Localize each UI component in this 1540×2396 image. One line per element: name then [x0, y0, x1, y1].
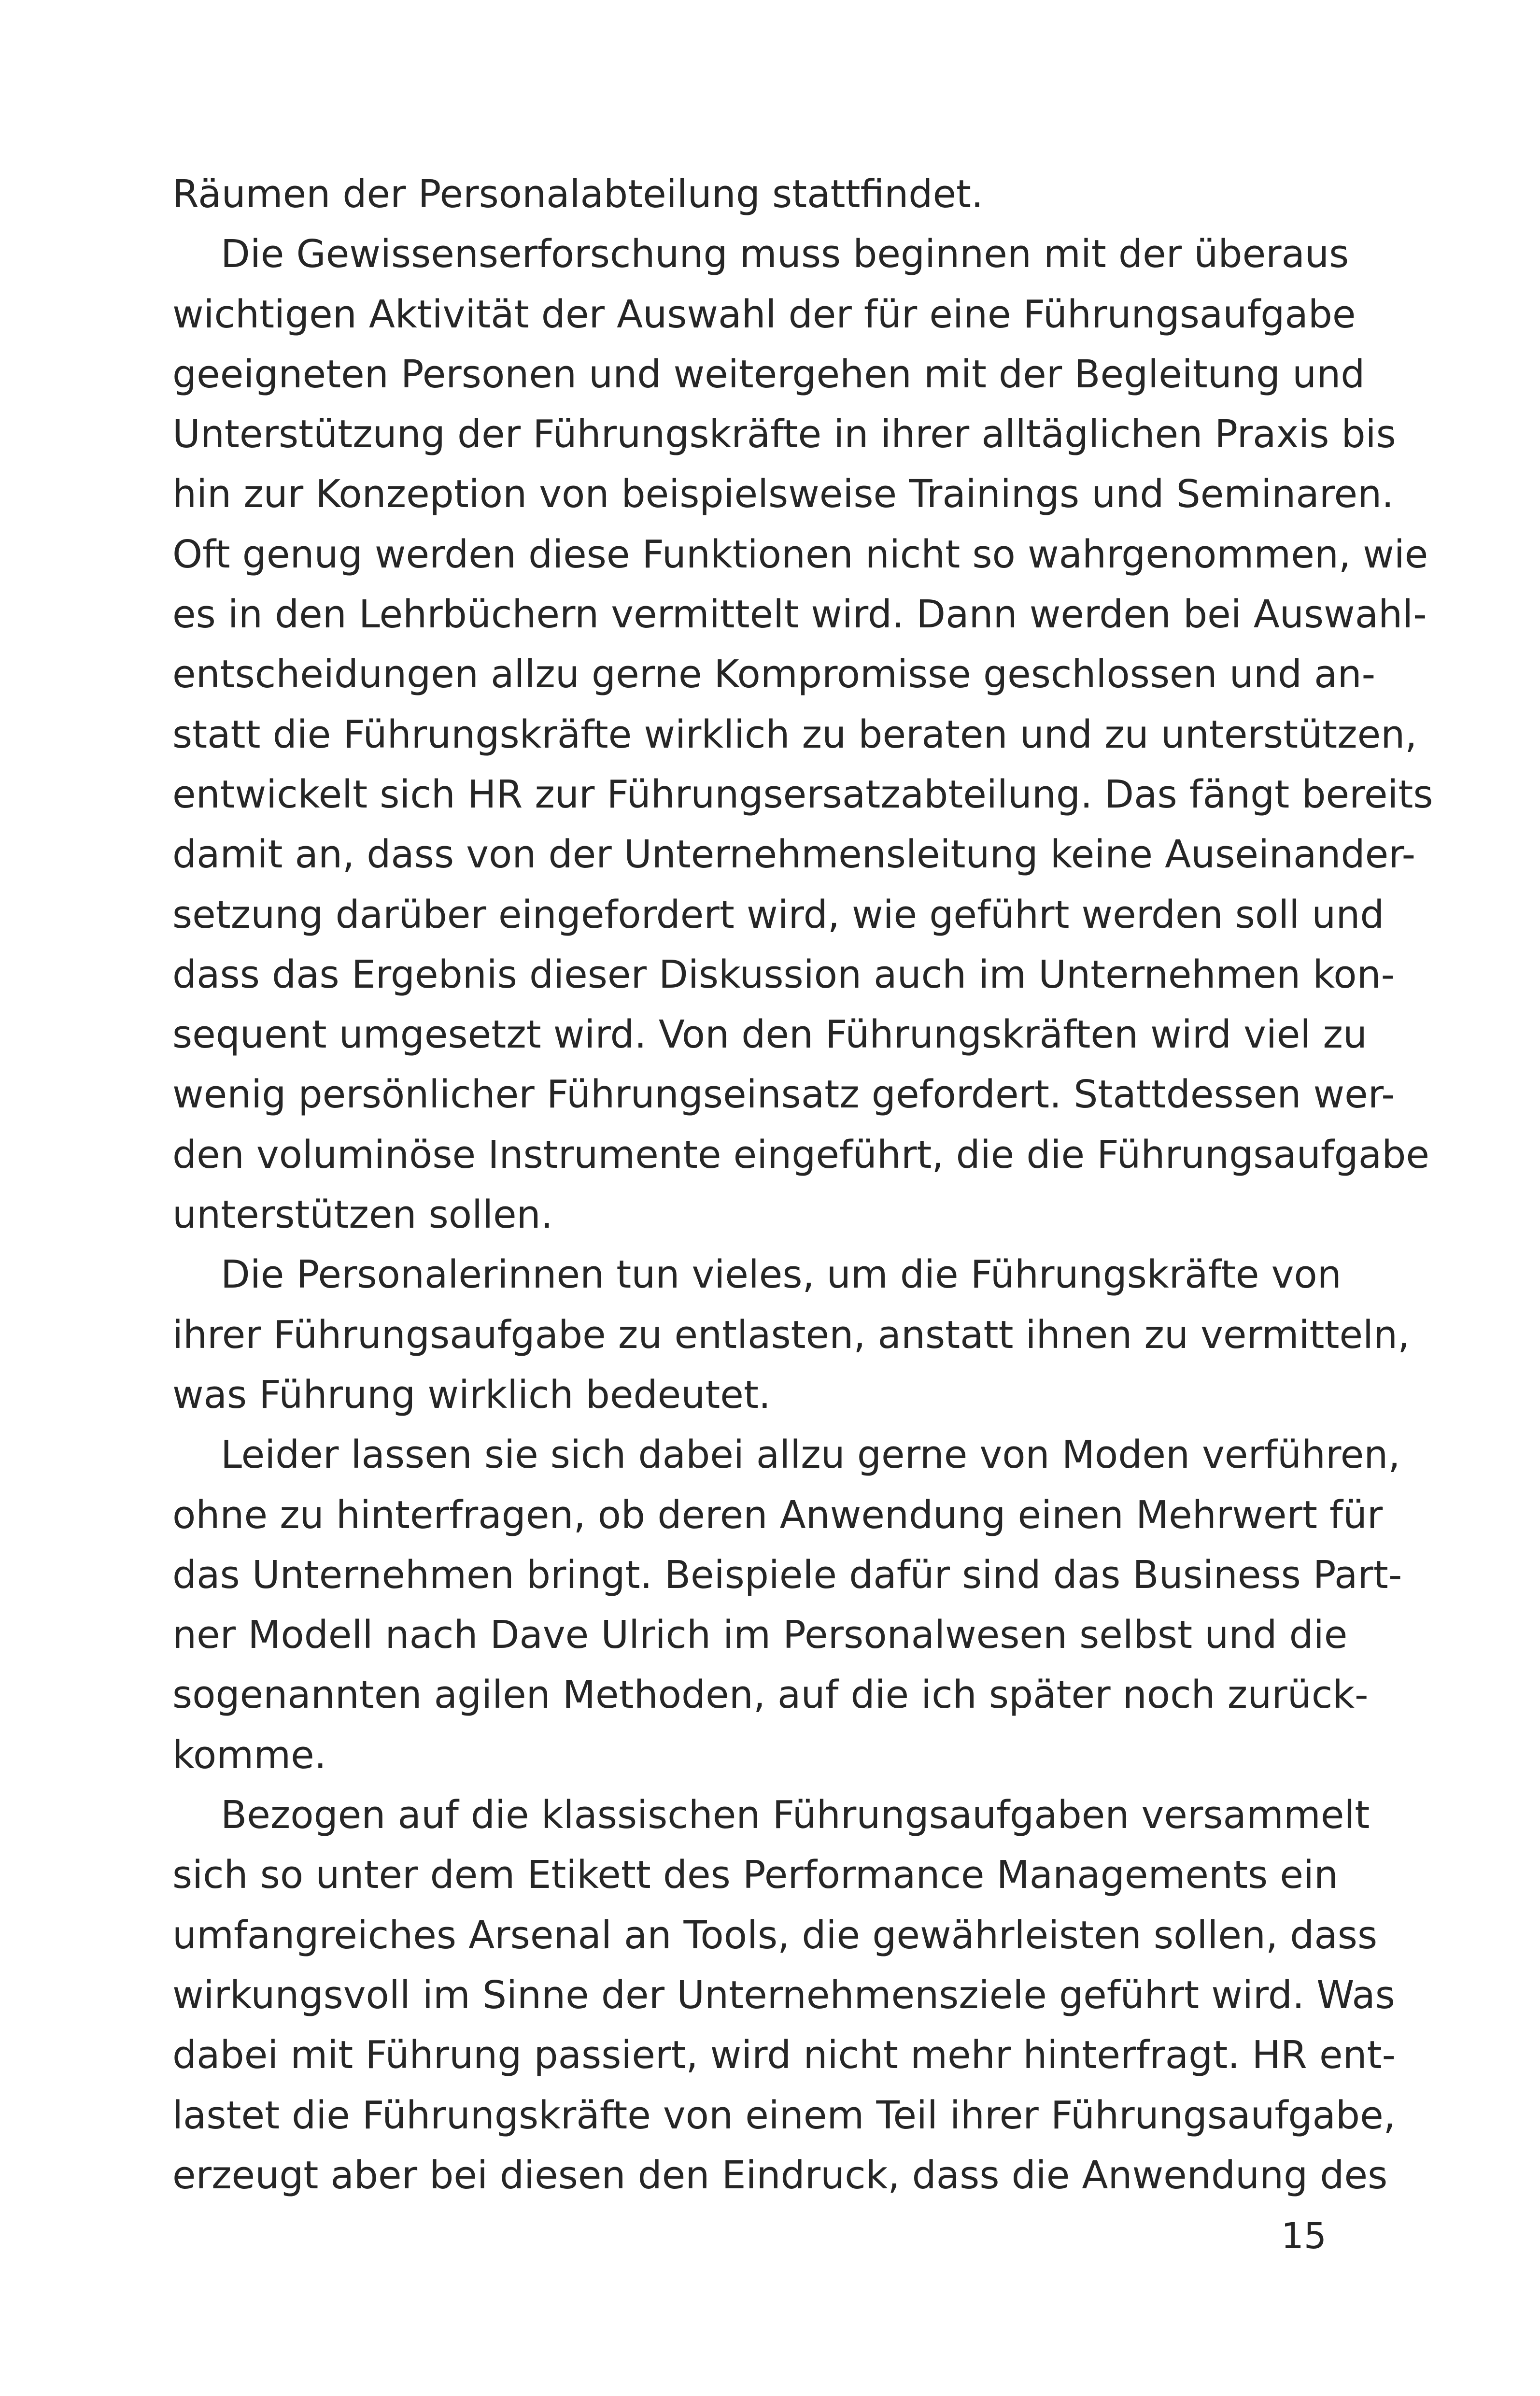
text-line: lastet die Führungskräfte von einem Teil ihrer Führungsaufgabe,: [172, 2093, 1396, 2138]
text-line: damit an, dass von der Unternehmensleitung keine Auseinander-: [172, 832, 1416, 877]
paragraph: [172, 1245, 1410, 1425]
text-line: komme.: [172, 1732, 326, 1777]
text-line: Bezogen auf die klassischen Führungsaufgaben versammelt: [221, 1793, 1370, 1838]
text-line: erzeugt aber bei diesen den Eindruck, dass die Anwendung des: [172, 2153, 1388, 2198]
paragraph: [172, 224, 1433, 1245]
text-line: was Führung wirklich bedeutet.: [172, 1372, 771, 1417]
paragraph: [172, 164, 1327, 224]
text-line: Unterstützung der Führungskräfte in ihrer alltäglichen Praxis bis: [172, 412, 1396, 457]
text-line: es in den Lehrbüchern vermittelt wird. Dann werden bei Auswahl-: [172, 592, 1427, 637]
text-line: Die Personalerinnen tun vieles, um die Führungskräfte von: [221, 1252, 1342, 1297]
text-line: dabei mit Führung passiert, wird nicht mehr hinterfragt. HR ent-: [172, 2033, 1396, 2078]
text-line: Die Gewissenserforschung muss beginnen mit der überaus: [221, 232, 1349, 277]
text-line: sogenannten agilen Methoden, auf die ich später noch zurück-: [172, 1673, 1369, 1717]
text-line: wenig persönlicher Führungseinsatz gefordert. Stattdessen wer-: [172, 1072, 1395, 1117]
text-line: wirkungsvoll im Sinne der Unternehmensziele geführt wird. Was: [172, 1972, 1395, 2017]
body-text: [172, 164, 1433, 2205]
text-line: geeigneten Personen und weitergehen mit der Begleitung und: [172, 352, 1365, 397]
text-line: entscheidungen allzu gerne Kompromisse geschlossen und an-: [172, 652, 1376, 697]
text-line: Oft genug werden diese Funktionen nicht so wahrgenommen, wie: [172, 532, 1428, 577]
text-line: sequent umgesetzt wird. Von den Führungskräften wird viel zu: [172, 1012, 1367, 1057]
paragraph: [172, 1425, 1402, 1785]
page-number: 15: [1281, 2215, 1327, 2257]
text-line: unterstützen sollen.: [172, 1192, 553, 1237]
text-line: ohne zu hinterfragen, ob deren Anwendung einen Mehrwert für: [172, 1492, 1383, 1537]
text-line: statt die Führungskräfte wirklich zu beraten und zu unterstützen,: [172, 712, 1417, 757]
text-line: das Unternehmen bringt. Beispiele dafür sind das Business Part-: [172, 1552, 1402, 1597]
text-line: den voluminöse Instrumente eingeführt, die die Führungsaufgabe: [172, 1132, 1429, 1177]
text-line: sich so unter dem Etikett des Performance Managements ein: [172, 1853, 1338, 1898]
text-line: Leider lassen sie sich dabei allzu gerne von Moden verführen,: [221, 1432, 1400, 1477]
text-line: Räumen der Personalabteilung stattfindet.: [172, 172, 984, 216]
text-line: umfangreiches Arsenal an Tools, die gewährleisten sollen, dass: [172, 1913, 1378, 1957]
text-line: hin zur Konzeption von beispielsweise Trainings und Seminaren.: [172, 472, 1394, 517]
paragraph: [172, 1785, 1396, 2205]
text-line: wichtigen Aktivität der Auswahl der für eine Führungsaufgabe: [172, 292, 1356, 337]
text-line: entwickelt sich HR zur Führungsersatzabteilung. Das fängt bereits: [172, 772, 1433, 817]
text-line: ner Modell nach Dave Ulrich im Personalwesen selbst und die: [172, 1613, 1348, 1658]
text-line: ihrer Führungsaufgabe zu entlasten, anstatt ihnen zu vermitteln,: [172, 1312, 1410, 1357]
text-line: dass das Ergebnis dieser Diskussion auch im Unternehmen kon-: [172, 952, 1395, 997]
text-line: setzung darüber eingefordert wird, wie geführt werden soll und: [172, 892, 1385, 937]
